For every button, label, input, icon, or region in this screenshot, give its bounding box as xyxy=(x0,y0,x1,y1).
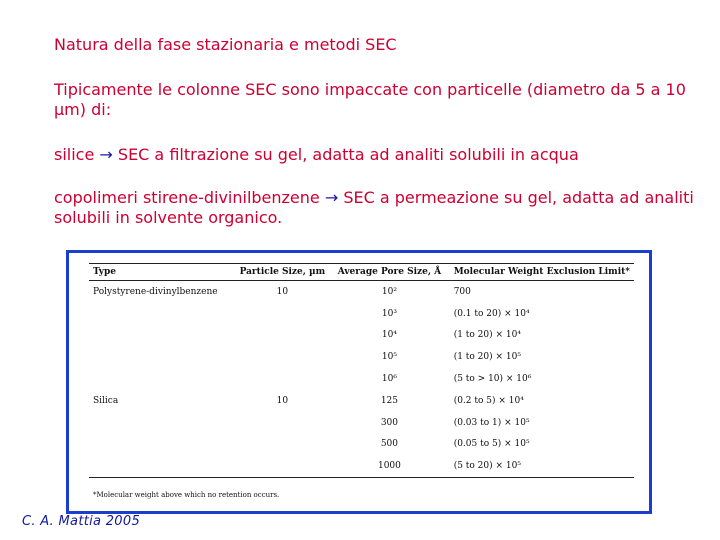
table-body xyxy=(89,281,634,478)
silica-material: silice xyxy=(54,145,95,164)
table-row xyxy=(89,390,634,412)
cell-pore-size: 1000 xyxy=(329,455,450,477)
silica-description: , adatta ad analiti solubili in acqua xyxy=(302,145,579,164)
header-exclusion-limit: Molecular Weight Exclusion Limit* xyxy=(450,264,634,281)
sec-columns-table xyxy=(89,263,634,478)
copolymer-method: SEC a permeazione su gel xyxy=(343,188,553,207)
cell-pore-size: 125 xyxy=(380,395,399,406)
arrow-icon: → xyxy=(324,188,339,207)
header-particle-size: Particle Size, µm xyxy=(236,264,330,281)
header-pore-size: Average Pore Size, Å xyxy=(329,264,450,281)
copolymer-description: , adatta ad analiti solubili in solvente organico. xyxy=(54,188,694,227)
cell-type xyxy=(89,455,236,477)
silica-method: SEC a filtrazione su gel xyxy=(117,145,303,164)
cell-exclusion-limit: 700 xyxy=(453,286,471,297)
silica-line xyxy=(54,145,579,165)
cell-exclusion-limit: (0.05 to 5) × 10⁵ xyxy=(453,439,530,450)
header-type: Type xyxy=(89,264,236,281)
cell-type xyxy=(89,412,236,434)
cell-exclusion-limit: (1 to 20) × 10⁴ xyxy=(453,330,521,341)
cell-pore-size: 10³ xyxy=(381,308,397,319)
cell-pore-size: 300 xyxy=(380,417,399,428)
table-frame xyxy=(66,250,652,514)
table-row xyxy=(89,434,634,456)
cell-particle-size xyxy=(236,303,330,325)
table-row xyxy=(89,325,634,347)
cell-particle-size xyxy=(236,412,330,434)
table-row xyxy=(89,455,634,477)
intro-paragraph: Tipicamente le colonne SEC sono impaccate con particelle (diametro da 5 a 10 µm) di: xyxy=(54,80,686,119)
cell-type xyxy=(89,368,236,390)
cell-particle-size xyxy=(236,455,330,477)
cell-exclusion-limit: (5 to 20) × 10⁵ xyxy=(450,455,634,477)
cell-pore-size: 500 xyxy=(380,439,399,450)
cell-type xyxy=(89,303,236,325)
copolymer-material: copolimeri stirene-divinilbenzene xyxy=(54,188,320,207)
cell-pore-size: 10⁵ xyxy=(381,352,397,363)
table-row xyxy=(89,368,634,390)
cell-type: Polystyrene-divinylbenzene xyxy=(93,286,218,297)
cell-particle-size xyxy=(236,346,330,368)
cell-pore-size: 10⁶ xyxy=(381,374,397,385)
table-row xyxy=(89,281,634,303)
cell-pore-size: 10⁴ xyxy=(381,330,397,341)
table-row xyxy=(89,412,634,434)
cell-exclusion-limit: (5 to > 10) × 10⁶ xyxy=(453,374,532,385)
table-header-row xyxy=(89,264,634,281)
cell-type xyxy=(89,434,236,456)
cell-exclusion-limit: (0.1 to 20) × 10⁴ xyxy=(453,308,530,319)
cell-exclusion-limit: (0.03 to 1) × 10⁵ xyxy=(453,417,530,428)
table-row xyxy=(89,303,634,325)
cell-particle-size xyxy=(236,434,330,456)
cell-type xyxy=(89,325,236,347)
slide-title: Natura della fase stazionaria e metodi SEC xyxy=(54,35,397,54)
copolymer-line xyxy=(54,188,694,228)
cell-exclusion-limit: (0.2 to 5) × 10⁴ xyxy=(453,395,524,406)
cell-type: Silica xyxy=(93,395,119,406)
cell-particle-size xyxy=(236,325,330,347)
cell-pore-size: 10² xyxy=(381,286,397,297)
arrow-icon: → xyxy=(99,145,113,164)
table-footnote: *Molecular weight above which no retention occurs. xyxy=(93,491,280,499)
cell-particle-size xyxy=(236,368,330,390)
cell-type xyxy=(89,346,236,368)
author-credit: C. A. Mattia 2005 xyxy=(22,514,141,529)
table-row xyxy=(89,346,634,368)
cell-particle-size: 10 xyxy=(276,286,289,297)
cell-exclusion-limit: (1 to 20) × 10⁵ xyxy=(453,352,521,363)
cell-particle-size: 10 xyxy=(276,395,289,406)
